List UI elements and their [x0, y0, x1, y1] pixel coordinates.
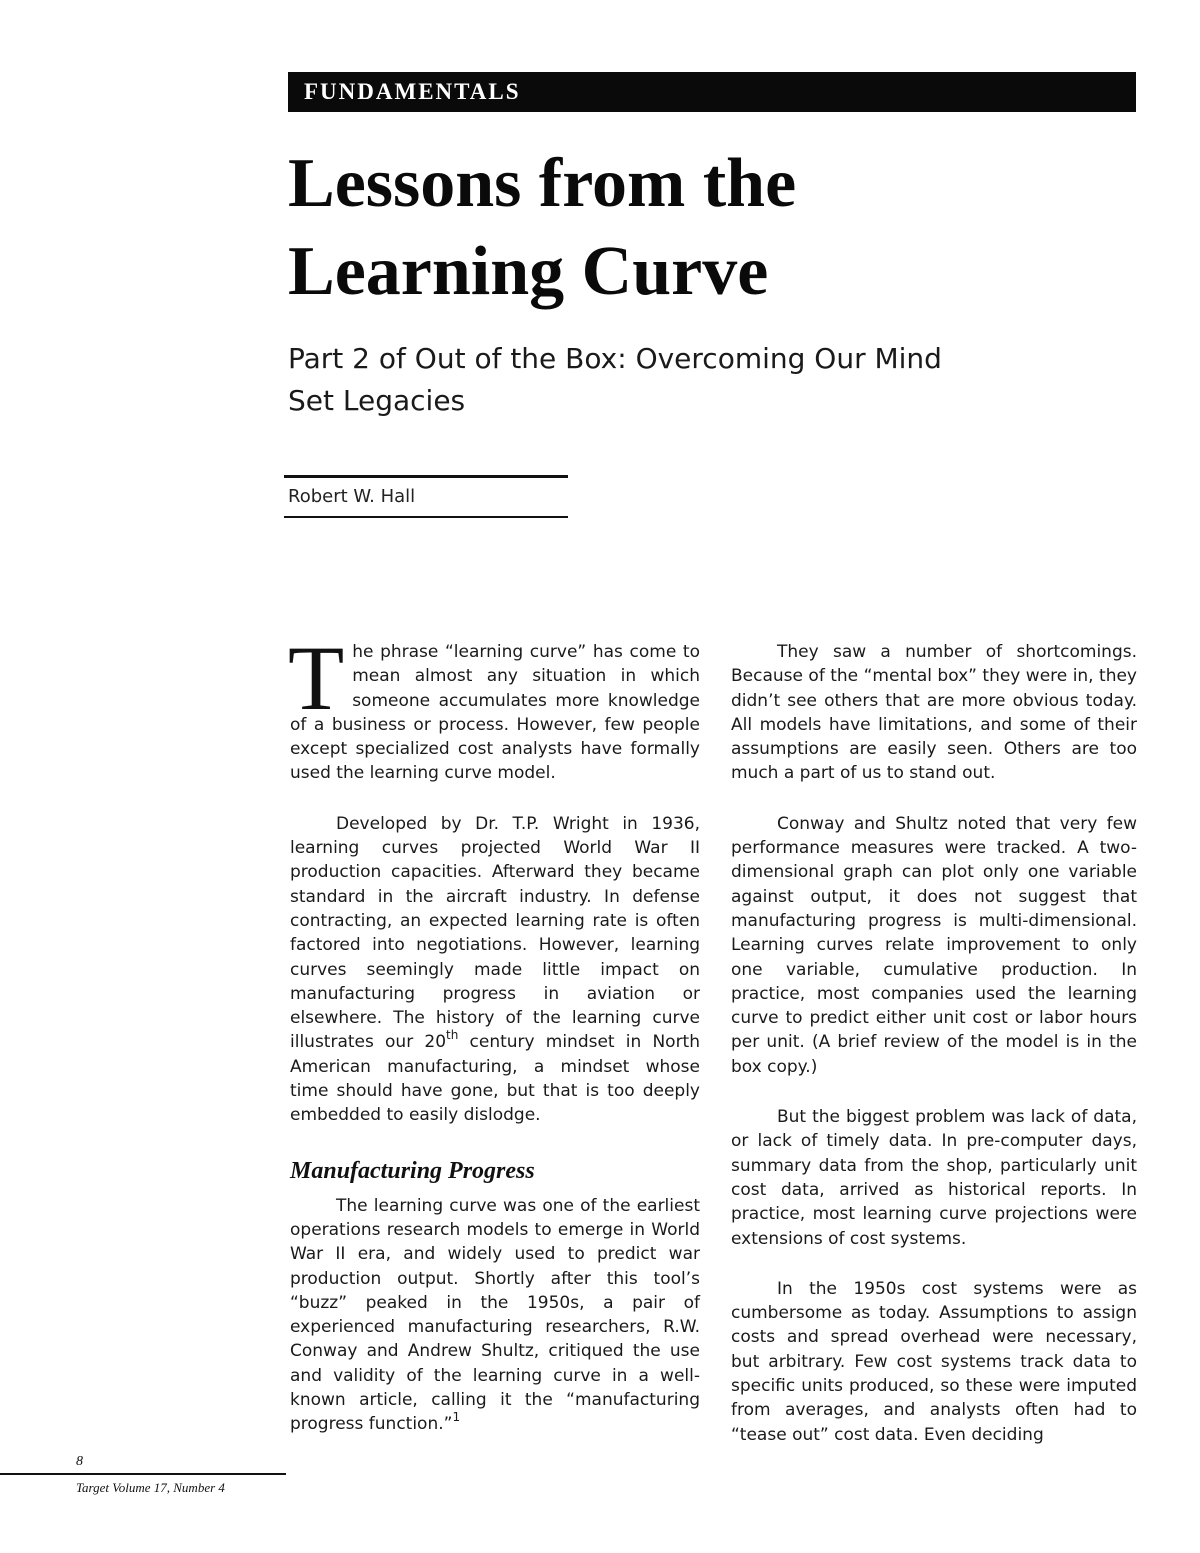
paragraph-conway-shultz: Conway and Shultz noted that very few performance measures were tracked. A two-dimensional graph can plot only one variable against output, it does not suggest that manufacturing progress is multi-dimensional. Learning curves relate improvement to only one variable, cumulative production. In practice, most companies used the learning curve to predict either unit cost or labor hours per unit. (A brief review of the model is in the box copy.): [731, 813, 1137, 1077]
history-text-a: Developed by Dr. T.P. Wright in 1936, learning curves projected World War II production capacities. Afterward they became standard in the aircraft industry. In defense contracting, an expected learning rate is often factored into negotiations. However, learning curves seemingly made little impact on manufacturing progress in aviation or elsewhere. The history of the learning curve illustrates our 20: [290, 813, 700, 1053]
paragraph-cost-systems: In the 1950s cost systems were as cumbersome as today. Assumptions to assign costs and spread overhead were necessary, but arbitrary. Few cost systems track data to specific units produced, so these were imputed from averages, and analysts often had to “tease out” cost data. Even deciding: [731, 1278, 1137, 1445]
title-line-2: Learning Curve: [288, 233, 769, 310]
page-number: 8: [76, 1454, 83, 1469]
ordinal-superscript: th: [446, 1028, 459, 1043]
paragraph-intro: [288, 627, 700, 786]
byline-rules: [284, 475, 568, 518]
drop-cap: T: [288, 627, 345, 729]
paragraph-data-problem: But the biggest problem was lack of data, or lack of timely data. In pre-computer days, summary data from the shop, particularly unit cost data, arrived as historical reports. In practice, most learning curve projections were extensions of cost systems.: [731, 1107, 1137, 1249]
paragraph-manufacturing: [290, 1194, 700, 1437]
footnote-marker: 1: [452, 1410, 461, 1425]
author-name: Robert W. Hall: [288, 486, 416, 507]
journal-citation: Target Volume 17, Number 4: [76, 1480, 225, 1495]
article-subtitle: [288, 338, 968, 422]
right-column: [731, 640, 1137, 1447]
article-title: [288, 140, 1148, 316]
left-column: [288, 627, 700, 1437]
section-heading: Manufacturing Progress: [290, 1157, 535, 1184]
section-label: FUNDAMENTALS: [304, 79, 521, 104]
history-text-b: century mindset in North American manufacturing, a mindset whose time should have gone, but that is too deeply embedded to easily dislodge.: [290, 1032, 700, 1126]
subtitle-line-1: Part 2 of Out of the Box: Overcoming Our Mind: [288, 342, 942, 375]
paragraph-shortcomings: They saw a number of shortcomings. Because of the “mental box” they were in, they didn’t see others that are more obvious today. All models have limitations, and some of their assumptions are easily seen. Others are too much a part of us to stand out.: [731, 642, 1137, 784]
footer-rule: [0, 1473, 286, 1475]
paragraph-history: [290, 812, 700, 1128]
intro-text: he phrase “learning curve” has come to mean almost any situation in which someone accumulates more knowledge of a business or process. However, few people except specialized cost analysts have formally used the learning curve model.: [290, 642, 700, 784]
title-line-1: Lessons from the: [288, 145, 797, 222]
section-banner: [288, 72, 1136, 112]
manufacturing-text: The learning curve was one of the earliest operations research models to emerge in World War II era, and widely used to predict war production output. Shortly after this tool’s “buzz” peaked in the 1950s, a pair of experienced manufacturing researchers, R.W. Conway and Andrew Shultz, critiqued the use and validity of the learning curve in a well-known article, calling it the “manufacturing progress function.”: [290, 1195, 700, 1435]
subtitle-line-2: Set Legacies: [288, 384, 466, 417]
